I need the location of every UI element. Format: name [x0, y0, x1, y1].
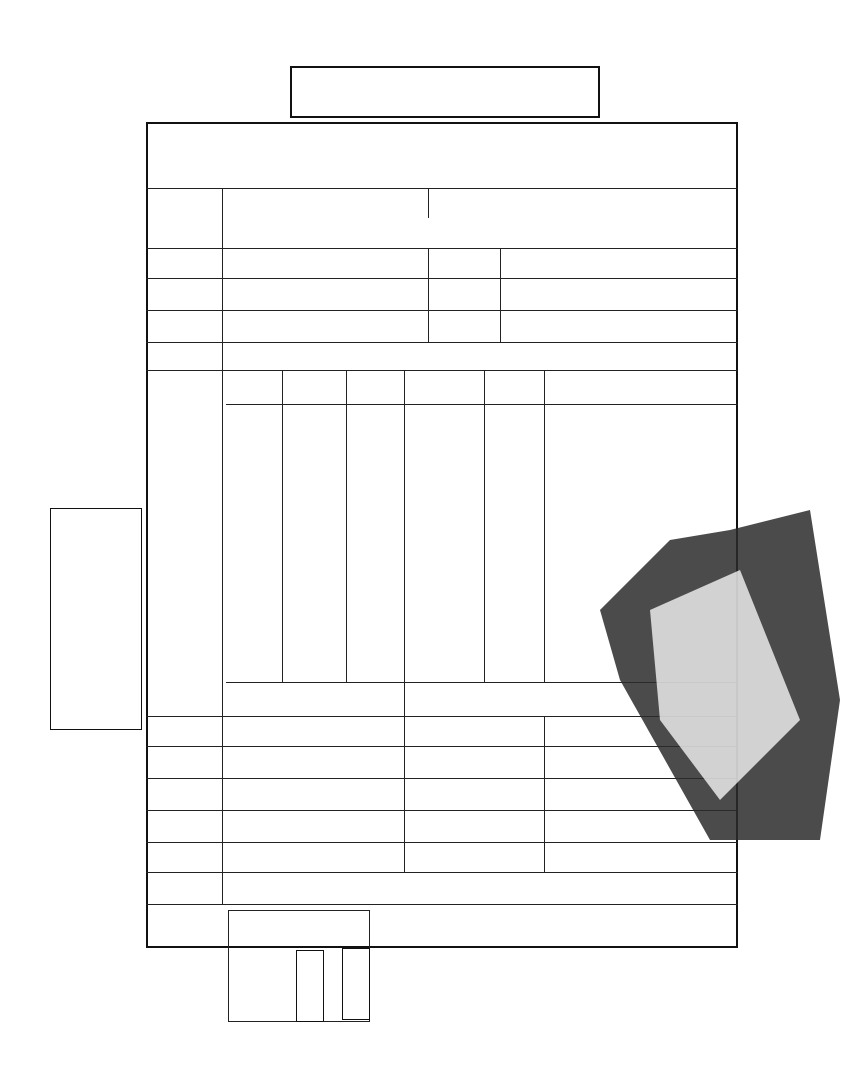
side-note-box — [50, 508, 142, 730]
stamp-b — [342, 948, 370, 1020]
stamp-a — [296, 950, 324, 1022]
reminder-stamp — [290, 66, 600, 118]
torn-stamp-overlay — [590, 500, 840, 860]
